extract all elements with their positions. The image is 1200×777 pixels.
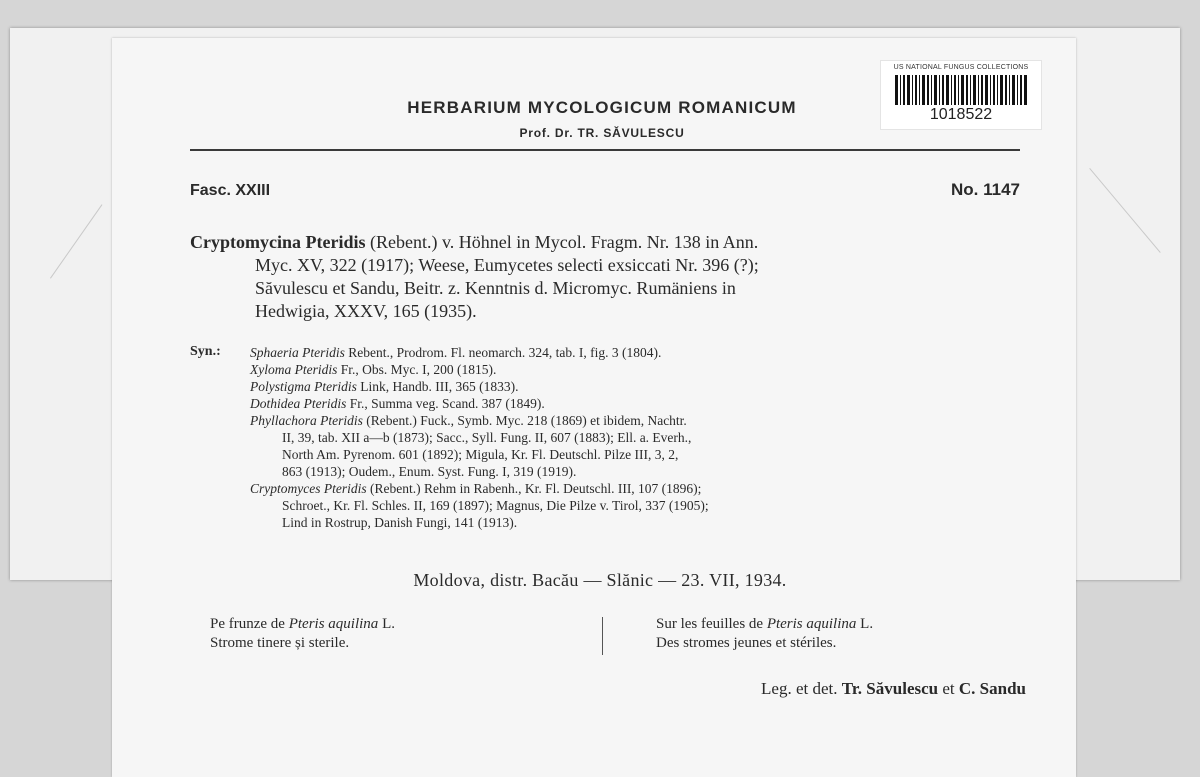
habitat-text: Sur les feuilles de	[656, 616, 767, 632]
synonym-name: Sphaeria Pteridis	[250, 345, 345, 360]
synonym-reference: Link, Handb. III, 365 (1833).	[356, 379, 519, 394]
specimen-number: No. 1147	[951, 180, 1020, 199]
synonym-name: Phyllachora Pteridis	[250, 413, 363, 428]
synonym-reference-continued: Schroet., Kr. Fl. Schles. II, 169 (1897); Magnus, Die Pilze v. Tirol, 337 (1905);	[282, 498, 709, 513]
citation-line: Myc. XV, 322 (1917); Weese, Eumycetes selecti exsiccati Nr. 396 (?);	[255, 255, 759, 275]
envelope-fold-line	[1089, 168, 1160, 253]
host-species: Pteris aquilina	[288, 616, 379, 632]
synonyms-label: Syn.:	[190, 344, 221, 359]
habitat-line	[210, 615, 395, 634]
collector-line	[560, 679, 1026, 699]
collector-conjunction: et	[938, 679, 959, 698]
species-citation	[190, 231, 1030, 323]
habitat-text: Pe frunze de	[210, 616, 289, 632]
habitat-line: Strome tinere și sterile.	[210, 635, 350, 651]
synonym-reference: Fr., Obs. Myc. I, 200 (1815).	[337, 362, 497, 377]
habitat-romanian	[210, 615, 395, 653]
barcode-sticker	[880, 60, 1042, 130]
herbarium-editor: Prof. Dr. TR. SĂVULESCU	[519, 126, 685, 140]
habitat-line	[656, 615, 873, 634]
barcode-institution: US NATIONAL FUNGUS COLLECTIONS	[893, 64, 1029, 71]
habitat-french	[656, 615, 873, 653]
citation-line: Hedwigia, XXXV, 165 (1935).	[255, 301, 477, 321]
synonyms-list	[250, 344, 1030, 531]
synonym-reference: (Rebent.) Fuck., Symb. Myc. 218 (1869) et ibidem, Nachtr.	[362, 413, 687, 428]
synonym-name: Cryptomyces Pteridis	[250, 481, 367, 496]
collection-locality: Moldova, distr. Bacău — Slănic — 23. VII, 1934.	[413, 570, 787, 590]
synonym-reference: Fr., Summa veg. Scand. 387 (1849).	[346, 396, 545, 411]
barcode-icon	[895, 75, 1027, 105]
synonym-name: Dothidea Pteridis	[250, 396, 347, 411]
herbarium-title: HERBARIUM MYCOLOGICUM ROMANICUM	[407, 98, 797, 117]
habitat-line: Des stromes jeunes et stériles.	[656, 635, 837, 651]
synonym-reference-continued: North Am. Pyrenom. 601 (1892); Migula, Kr. Fl. Deutschl. Pilze III, 3, 2,	[282, 447, 679, 462]
synonym-reference-continued: 863 (1913); Oudem., Enum. Syst. Fung. I, 319 (1919).	[282, 464, 577, 479]
habitat-divider	[602, 617, 603, 655]
citation-line	[190, 231, 1030, 254]
synonym-entry	[250, 361, 1030, 378]
envelope-fold-line	[50, 204, 102, 278]
synonym-reference-continued: Lind in Rostrup, Danish Fungi, 141 (1913).	[282, 515, 518, 530]
synonym-entry	[250, 395, 1030, 412]
collector-prefix: Leg. et det.	[761, 679, 842, 698]
habitat-text: L.	[378, 616, 395, 632]
synonym-reference-continued: II, 39, tab. XII a—b (1873); Sacc., Syll. Fung. II, 607 (1883); Ell. a. Everh.,	[282, 430, 692, 445]
collector-name: Tr. Săvulescu	[841, 679, 939, 698]
synonym-entry	[250, 412, 1030, 429]
host-species: Pteris aquilina	[766, 616, 857, 632]
header-divider	[190, 149, 1020, 151]
citation-line: Săvulescu et Sandu, Beitr. z. Kenntnis d. Micromyc. Rumäniens in	[255, 278, 736, 298]
synonym-reference: (Rebent.) Rehm in Rabenh., Kr. Fl. Deutschl. III, 107 (1896);	[366, 481, 702, 496]
citation-text: (Rebent.) v. Höhnel in Mycol. Fragm. Nr. 138 in Ann.	[365, 232, 759, 252]
synonym-reference: Rebent., Prodrom. Fl. neomarch. 324, tab. I, fig. 3 (1804).	[344, 345, 662, 360]
synonym-entry	[250, 378, 1030, 395]
synonym-name: Xyloma Pteridis	[250, 362, 338, 377]
collector-name: C. Sandu	[958, 679, 1026, 698]
habitat-text: L.	[856, 616, 874, 632]
fascicle-number: Fasc. XXIII	[190, 182, 271, 199]
synonym-name: Polystigma Pteridis	[250, 379, 357, 394]
synonym-entry	[250, 480, 1030, 497]
barcode-number: 1018522	[929, 106, 993, 123]
species-name: Cryptomycina Pteridis	[190, 232, 366, 252]
synonym-entry	[250, 344, 1030, 361]
